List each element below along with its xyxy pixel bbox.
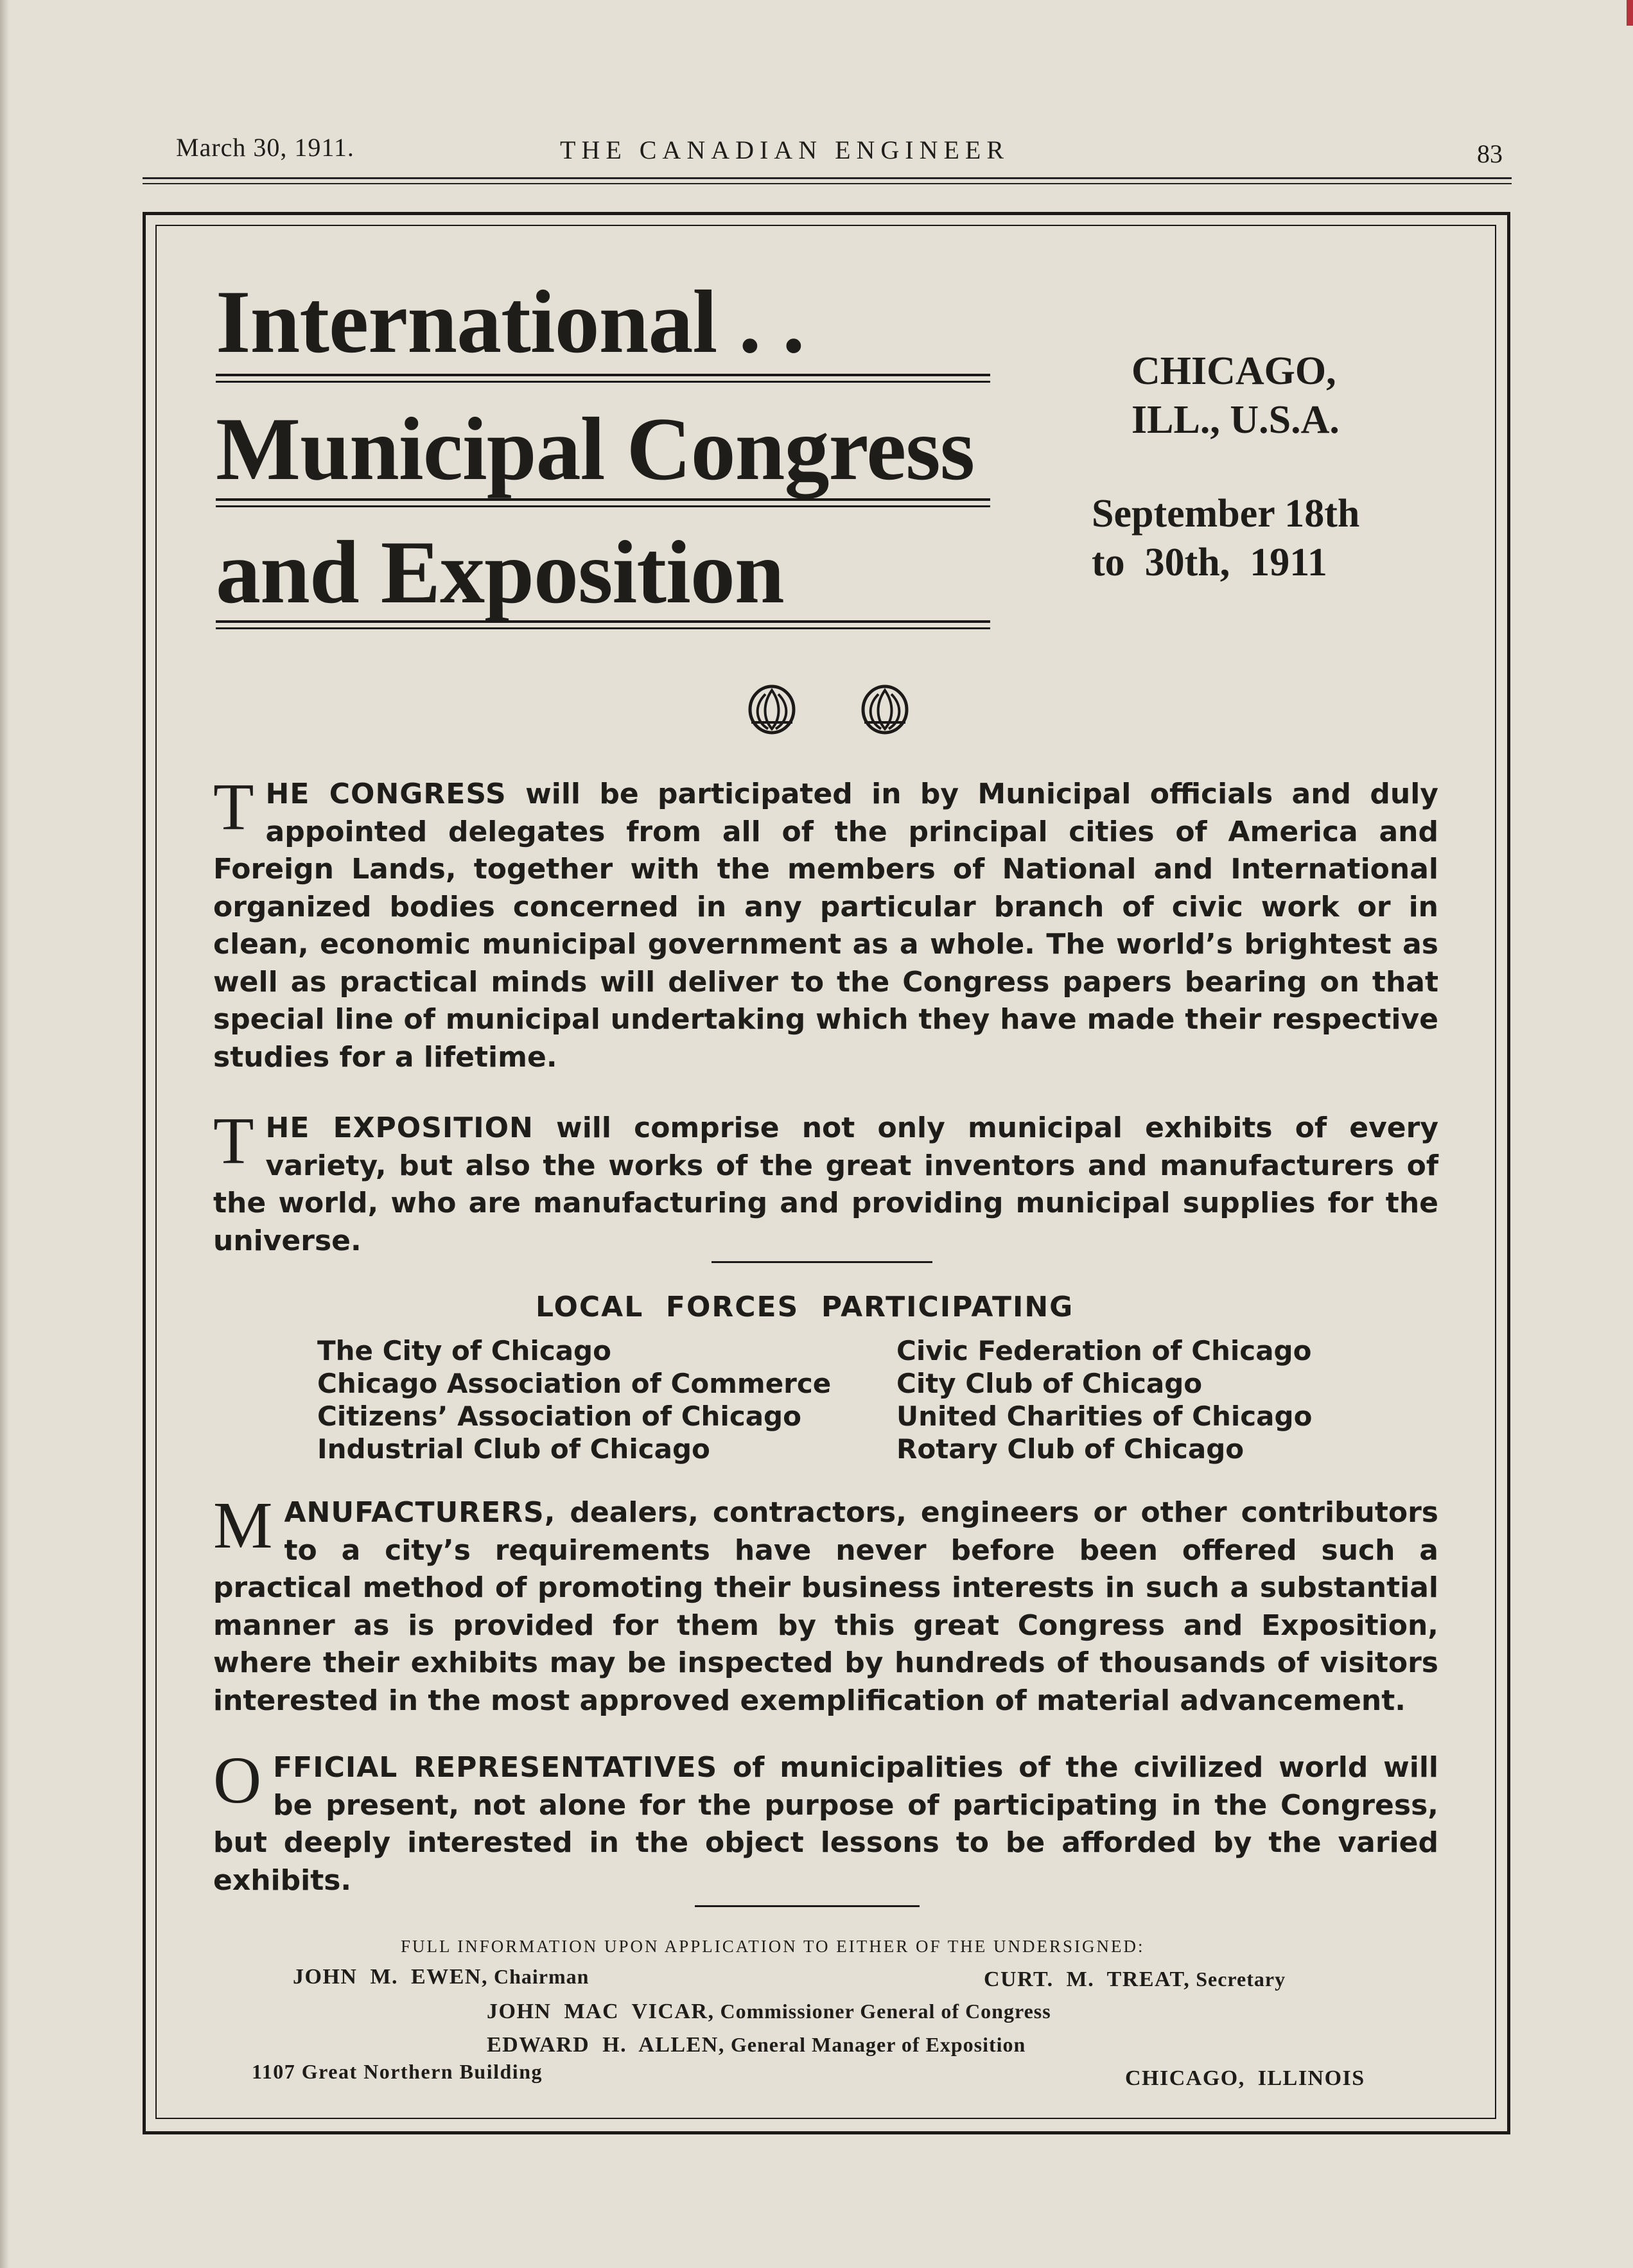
lotus-ornament-icon: [750, 686, 794, 733]
contact-role: Secretary: [1190, 1967, 1286, 1991]
title-double-rule: [216, 374, 990, 383]
contact-role: Commissioner General of Congress: [714, 2000, 1051, 2023]
list-item: City Club of Chicago: [896, 1368, 1203, 1399]
drop-cap: M: [213, 1488, 273, 1562]
exposition-paragraph: [213, 1104, 1438, 1260]
contact-name: CURT. M. TREAT,: [984, 1967, 1191, 1991]
title-double-rule: [216, 620, 990, 629]
drop-cap: T: [213, 1104, 254, 1178]
manufacturers-paragraph: [213, 1488, 1438, 1720]
date-line: to 30th, 1911: [1092, 541, 1327, 584]
congress-paragraph: [213, 770, 1438, 1076]
header-rule: [143, 183, 1512, 184]
officials-paragraph: [213, 1743, 1439, 1899]
section-divider: [695, 1905, 920, 1907]
page-number: 83: [1477, 139, 1503, 168]
page-edge-shadow: [0, 0, 9, 2268]
paragraph-lead: HE CONGRESS: [265, 778, 507, 810]
contact-secretary: [984, 1967, 1286, 1992]
header-rule: [143, 177, 1512, 179]
contact-name: EDWARD H. ALLEN,: [487, 2033, 725, 2057]
contact-address: 1107 Great Northern Building: [252, 2060, 543, 2083]
footer-intro: FULL INFORMATION UPON APPLICATION TO EITHER OF THE UNDERSIGNED:: [401, 1937, 1145, 1956]
contact-manager: [487, 2033, 1026, 2057]
ad-title-line: Municipal Congress: [216, 399, 975, 499]
journal-title: THE CANADIAN ENGINEER: [560, 135, 1010, 164]
paragraph-lead: ANUFACTURERS,: [284, 1496, 556, 1529]
page-edge-tab: [1627, 0, 1633, 26]
list-item: Industrial Club of Chicago: [317, 1433, 710, 1465]
location-line: ILL., U.S.A.: [1131, 398, 1340, 442]
list-item: Citizens’ Association of Chicago: [317, 1400, 801, 1432]
event-dates: [1092, 489, 1359, 587]
list-item: Civic Federation of Chicago: [896, 1335, 1312, 1366]
contact-name: JOHN M. EWEN,: [293, 1965, 488, 1989]
running-header: [143, 128, 1512, 173]
paragraph-text: of municipalities of the civilized world will be present, not alone for the purpose of participating in the Congress, but deeply interested in the object lessons to be afforded by the varied exhibits.: [213, 1751, 1439, 1897]
ornament-group: [745, 681, 912, 738]
list-item: The City of Chicago: [317, 1335, 611, 1366]
list-item: Rotary Club of Chicago: [896, 1433, 1244, 1465]
location-line: CHICAGO,: [1131, 349, 1336, 393]
list-item: United Charities of Chicago: [896, 1400, 1313, 1432]
paragraph-text: will comprise not only municipal exhibits of every variety, but also the works of the great inventors and manufacturers of the world, who are manufacturing and providing municipal supplies for the universe.: [213, 1112, 1438, 1257]
local-forces-list-left: [317, 1334, 831, 1465]
contact-city: CHICAGO, ILLINOIS: [1125, 2066, 1365, 2090]
event-location: [1131, 347, 1340, 444]
paragraph-lead: HE EXPOSITION: [265, 1112, 534, 1144]
section-divider: [712, 1261, 932, 1263]
date-line: September 18th: [1092, 492, 1360, 536]
paragraph-text: will be participated in by Municipal officials and duly appointed delegates from all of the principal cities of America and Foreign Lands, together with the members of National and International organized bodies concerned in any particular branch of civic work or in clean, economic municipal government as a whole. The world’s brightest as well as practical minds will deliver to the Congress papers bearing on that special line of municipal undertaking which they have made their respective studies for a lifetime.: [213, 778, 1438, 1074]
contact-chairman: [293, 1965, 589, 1989]
contact-commissioner: [487, 2000, 1051, 2024]
ad-title-line: and Exposition: [216, 523, 784, 622]
local-forces-heading: LOCAL FORCES PARTICIPATING: [536, 1291, 1074, 1323]
drop-cap: O: [213, 1743, 262, 1817]
lotus-ornament-icon: [863, 686, 907, 733]
drop-cap: T: [213, 770, 254, 844]
contact-name: JOHN MAC VICAR,: [487, 2000, 715, 2023]
issue-date: March 30, 1911.: [176, 133, 354, 162]
paragraph-text: dealers, contractors, engineers or other contributors to a city’s requirements have never before been offered such a practical method of promoting their business interests in such a substantial manner as is provided for them by this great Congress and Exposition, where their exhibits may be inspected by hundreds of thousands of visitors interested in the most approved exemplification of material advancement.: [213, 1496, 1438, 1717]
contact-role: Chairman: [487, 1965, 589, 1988]
ad-title-line: International . .: [216, 272, 805, 372]
local-forces-list-right: [896, 1334, 1312, 1465]
contact-role: General Manager of Exposition: [724, 2033, 1026, 2056]
list-item: Chicago Association of Commerce: [317, 1368, 832, 1399]
paragraph-lead: FFICIAL REPRESENTATIVES: [273, 1751, 718, 1784]
title-double-rule: [216, 498, 990, 507]
